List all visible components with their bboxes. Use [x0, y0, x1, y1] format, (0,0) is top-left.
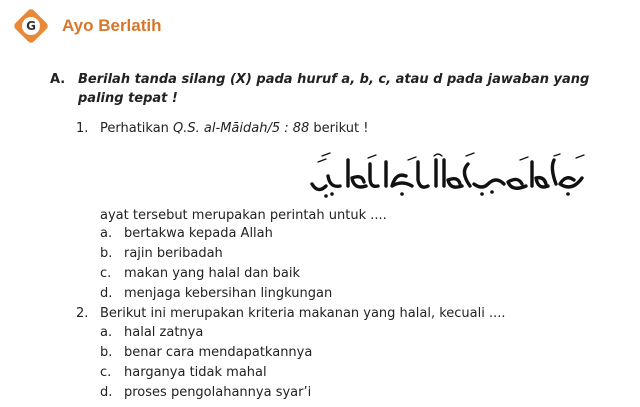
question-1-text: Perhatikan Q.S. al-Māidah/5 : 88 berikut !	[100, 121, 369, 136]
question-2-text: Berikut ini merupakan kriteria makanan yang halal, kecuali ....	[100, 306, 506, 321]
instruction-text: Berilah tanda silang (X) pada huruf a, b, c, atau d pada jawaban yang paling tepat !	[78, 72, 590, 106]
question-1-option-a[interactable]: a. bertakwa kepada Allah	[100, 226, 273, 241]
section-badge-letter: G	[26, 19, 36, 33]
question-2-number: 2.	[76, 306, 89, 321]
question-1-stem: ayat tersebut merupakan perintah untuk ....	[100, 208, 387, 223]
question-2-option-a[interactable]: a. halal zatnya	[100, 325, 204, 340]
instruction-letter: A.	[50, 72, 66, 87]
question-1-option-c[interactable]: c. makan yang halal dan baik	[100, 266, 301, 281]
section-title: Ayo Berlatih	[62, 16, 162, 35]
question-2-option-c[interactable]: c. harganya tidak mahal	[100, 365, 267, 380]
quran-reference: Q.S. al-Māidah/5 : 88	[173, 121, 310, 136]
question-1-option-d[interactable]: d. menjaga kebersihan lingkungan	[100, 286, 333, 301]
question-2-option-d[interactable]: d. proses pengolahannya syar’i	[100, 385, 312, 400]
question-2-option-b[interactable]: b. benar cara mendapatkannya	[100, 345, 313, 360]
section-header	[12, 8, 162, 44]
section-badge	[13, 8, 50, 45]
instruction	[50, 70, 620, 108]
question-1-number: 1.	[76, 121, 89, 136]
question-1-option-b[interactable]: b. rajin beribadah	[100, 246, 223, 261]
arabic-verse-image	[306, 150, 592, 202]
